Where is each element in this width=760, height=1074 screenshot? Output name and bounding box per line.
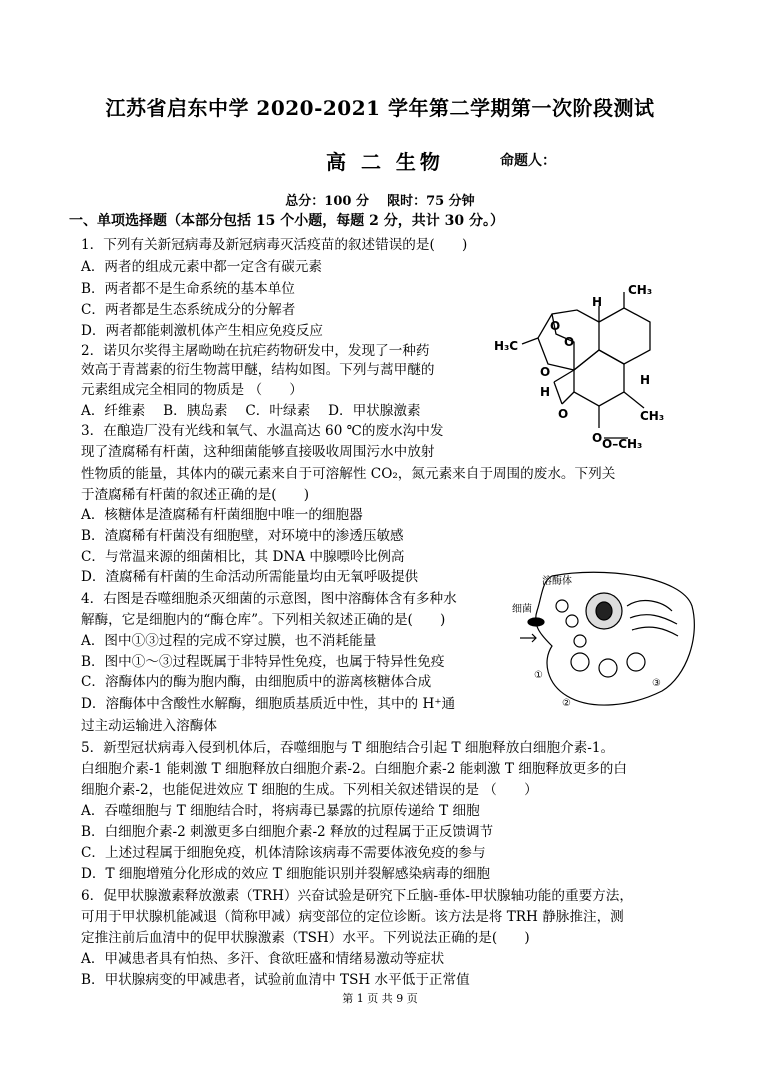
ring-top-right bbox=[599, 308, 650, 364]
question-line: 4．右图是吞噬细胞杀灭细菌的示意图，图中溶酶体含有多种水 bbox=[81, 591, 457, 607]
question-line: 定推注前后血清中的促甲状腺激素（TSH）水平。下列说法正确的是( ) bbox=[81, 930, 530, 946]
question-line: 3．在酿造厂没有光线和氧气、水温高达 60 ℃的废水沟中发 bbox=[81, 423, 444, 439]
label-lysosome: 溶酶体 bbox=[542, 576, 572, 587]
question-line: C．与常温来源的细菌相比，其 DNA 中腺嘌呤比例高 bbox=[81, 549, 405, 565]
question-line: 元素组成完全相同的物质是 （ ） bbox=[81, 382, 303, 398]
label-step-2: ② bbox=[562, 698, 571, 709]
question-line: 1．下列有关新冠病毒及新冠病毒灭活疫苗的叙述错误的是( ) bbox=[81, 237, 468, 253]
label-o-4: O bbox=[558, 407, 569, 421]
label-o-5: O bbox=[592, 431, 603, 445]
label-o-2: O bbox=[564, 335, 575, 349]
question-line: A．两者的组成元素中都一定含有碳元素 bbox=[81, 259, 322, 275]
ring-lower bbox=[574, 350, 624, 406]
bacterium-icon bbox=[528, 618, 544, 626]
label-h3c: H₃C bbox=[494, 339, 519, 353]
question-line: 可用于甲状腺机能减退（简称甲减）病变部位的定位诊断。该方法是将 TRH 静脉推注，测 bbox=[81, 909, 624, 925]
vesicle-2 bbox=[599, 659, 617, 677]
label-h-left: H bbox=[540, 385, 551, 399]
question-line: D．T 细胞增殖分化形成的效应 T 细胞能识别并裂解感染病毒的细胞 bbox=[81, 866, 491, 882]
vesicle-3 bbox=[627, 653, 645, 671]
subject-heading: 高 二 生物 bbox=[326, 150, 444, 174]
question-line: A．甲减患者具有怕热、多汗、食欲旺盛和情绪易激动等症状 bbox=[81, 951, 445, 967]
question-line: 6．促甲状腺激素释放激素（TRH）兴奋试验是研究下丘脑-垂体-甲状腺轴功能的重要方法， bbox=[81, 888, 633, 904]
question-line: 过主动运输进入溶酶体 bbox=[81, 718, 217, 734]
section-heading: 一、单项选择题（本部分包括 15 个小题，每题 2 分，共计 30 分。） bbox=[69, 213, 504, 229]
label-ch3-bottom: CH₃ bbox=[640, 409, 665, 423]
question-line: 白细胞介素-1 能刺激 T 细胞释放白细胞介素-2。白细胞介素-2 能刺激 T 细胞释放更多的白 bbox=[81, 761, 627, 777]
label-o-ch3: O–CH₃ bbox=[602, 437, 643, 448]
label-o-1: O bbox=[550, 319, 561, 333]
exam-title: 江苏省启东中学 2020-2021 学年第二学期第一次阶段测试 bbox=[105, 96, 655, 120]
question-line: 性物质的能量，其体内的碳元素来自于可溶解性 CO₂，氮元素来自于周围的废水。下列关 bbox=[81, 466, 616, 482]
author-label: 命题人： bbox=[500, 153, 556, 169]
question-line: A．核糖体是渣腐稀有杆菌细胞中唯一的细胞器 bbox=[81, 507, 363, 523]
label-bacteria: 细菌 bbox=[512, 604, 532, 615]
question-line: 现了渣腐稀有杆菌，这种细菌能够直接吸收周围污水中放射 bbox=[81, 444, 435, 460]
label-h-top: H bbox=[592, 295, 603, 309]
artemether-structure-figure bbox=[492, 278, 682, 448]
question-line: B．渣腐稀有杆菌没有细胞壁，对环境中的渗透压敏感 bbox=[81, 528, 404, 544]
question-line: C．溶酶体内的酶为胞内酶，由细胞质中的游离核糖体合成 bbox=[81, 674, 432, 690]
lysosome-2 bbox=[566, 615, 578, 627]
question-line: 解酶，它是细胞内的“酶仓库”。下列相关叙述正确的是( ) bbox=[81, 612, 446, 628]
endoplasmic-reticulum bbox=[627, 601, 678, 636]
question-line: D．渣腐稀有杆菌的生命活动所需能量均由无氧呼吸提供 bbox=[81, 569, 419, 585]
question-line: D．溶酶体中含酸性水解酶，细胞质基质近中性，其中的 H⁺通 bbox=[81, 696, 456, 712]
vesicle-1 bbox=[571, 653, 589, 671]
phagocyte-figure bbox=[512, 566, 702, 716]
label-h-right: H bbox=[640, 373, 651, 387]
page-number: 第 1 页 共 9 页 bbox=[342, 992, 418, 1005]
question-line: C．上述过程属于细胞免疫，机体清除该病毒不需要体液免疫的参与 bbox=[81, 845, 486, 861]
label-o-3: O bbox=[540, 365, 551, 379]
lysosome-3 bbox=[574, 635, 586, 647]
question-line: 于渣腐稀有杆菌的叙述正确的是( ) bbox=[81, 487, 310, 503]
cell-membrane bbox=[536, 572, 695, 705]
question-line: 5．新型冠状病毒入侵到机体后，吞噬细胞与 T 细胞结合引起 T 细胞释放白细胞介素-1。 bbox=[81, 740, 615, 756]
lysosome-1 bbox=[556, 600, 568, 612]
question-line: B．图中①～③过程既属于非特异性免疫，也属于特异性免疫 bbox=[81, 654, 445, 670]
label-step-3: ③ bbox=[652, 678, 661, 689]
label-step-1: ① bbox=[534, 670, 543, 681]
label-ch3-top: CH₃ bbox=[628, 283, 653, 297]
question-line: B．甲状腺病变的甲减患者，试验前血清中 TSH 水平低于正常值 bbox=[81, 972, 470, 988]
question-line: C．两者都是生态系统成分的分解者 bbox=[81, 302, 296, 318]
question-line: A．吞噬细胞与 T 细胞结合时，将病毒已暴露的抗原传递给 T 细胞 bbox=[81, 803, 480, 819]
question-line: A．纤维素 B．胰岛素 C．叶绿素 D．甲状腺激素 bbox=[81, 403, 421, 419]
question-line: 效高于青蒿素的衍生物蒿甲醚，结构如图。下列与蒿甲醚的 bbox=[81, 362, 435, 378]
question-line: B．两者都不是生命系统的基本单位 bbox=[81, 281, 295, 297]
question-line: D．两者都能刺激机体产生相应免疫反应 bbox=[81, 323, 323, 339]
question-line: B．白细胞介素-2 刺激更多白细胞介素-2 释放的过程属于正反馈调节 bbox=[81, 824, 494, 840]
question-line: A．图中①③过程的完成不穿过膜，也不消耗能量 bbox=[81, 633, 377, 649]
question-line: 2．诺贝尔奖得主屠呦呦在抗疟药物研发中，发现了一种药 bbox=[81, 343, 430, 359]
score-time-line: 总分：100 分 限时：75 分钟 bbox=[285, 194, 475, 209]
question-line: 细胞介素-2，也能促进效应 T 细胞的生成。下列相关叙述错误的是 （ ） bbox=[81, 782, 538, 798]
